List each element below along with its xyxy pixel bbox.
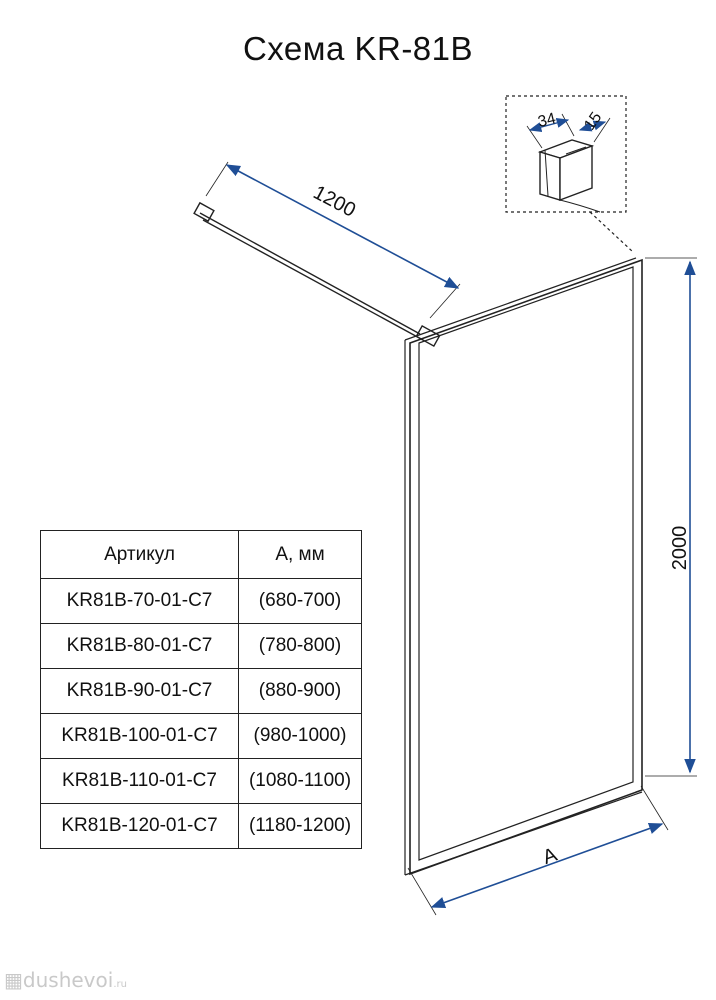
watermark [4, 968, 127, 992]
glass-panel [405, 258, 642, 875]
dimension-width [408, 786, 668, 915]
range-cell: (1080-1100) [239, 759, 362, 804]
watermark-suffix: .ru [113, 979, 127, 990]
range-cell: (780-800) [239, 624, 362, 669]
dimension-label-2000: 2000 [669, 525, 691, 571]
panel-inner-frame [419, 267, 633, 860]
watermark-text: dushevoi [22, 968, 114, 992]
panel-outer-frame [410, 260, 642, 874]
article-cell: KR81B-110-01-C7 [41, 759, 239, 804]
article-cell: KR81B-80-01-C7 [41, 624, 239, 669]
table-row [41, 624, 362, 669]
table-row [41, 669, 362, 714]
table-header-row [41, 531, 362, 579]
watermark-icon: ▦ [4, 968, 23, 992]
article-table [40, 530, 362, 849]
header-article: Артикул [41, 531, 239, 579]
dimension-label-15: 15 [581, 109, 606, 134]
table-row [41, 579, 362, 624]
range-cell: (980-1000) [239, 714, 362, 759]
panel-top-edge [405, 258, 636, 340]
stabilizer-bar [194, 203, 440, 346]
range-cell: (680-700) [239, 579, 362, 624]
dimension-height [645, 258, 697, 776]
dimension-label-a: A [539, 843, 560, 869]
table-row [41, 759, 362, 804]
article-cell: KR81B-100-01-C7 [41, 714, 239, 759]
profile-detail-callout [506, 96, 633, 252]
article-cell: KR81B-70-01-C7 [41, 579, 239, 624]
dimension-label-1200: 1200 [309, 181, 360, 222]
table-row [41, 804, 362, 849]
diagram-title: Схема KR-81B [242, 30, 474, 67]
range-cell: (880-900) [239, 669, 362, 714]
panel-bottom-edge [405, 792, 642, 875]
table-row [41, 714, 362, 759]
article-cell: KR81B-120-01-C7 [41, 804, 239, 849]
dimension-arrow-1200 [227, 165, 458, 288]
range-cell: (1180-1200) [239, 804, 362, 849]
header-dimension-a: А, мм [239, 531, 362, 579]
dimension-label-34: 34 [536, 110, 558, 132]
article-cell: KR81B-90-01-C7 [41, 669, 239, 714]
detail-leader [590, 212, 633, 252]
dimension-bar-length [206, 162, 460, 318]
